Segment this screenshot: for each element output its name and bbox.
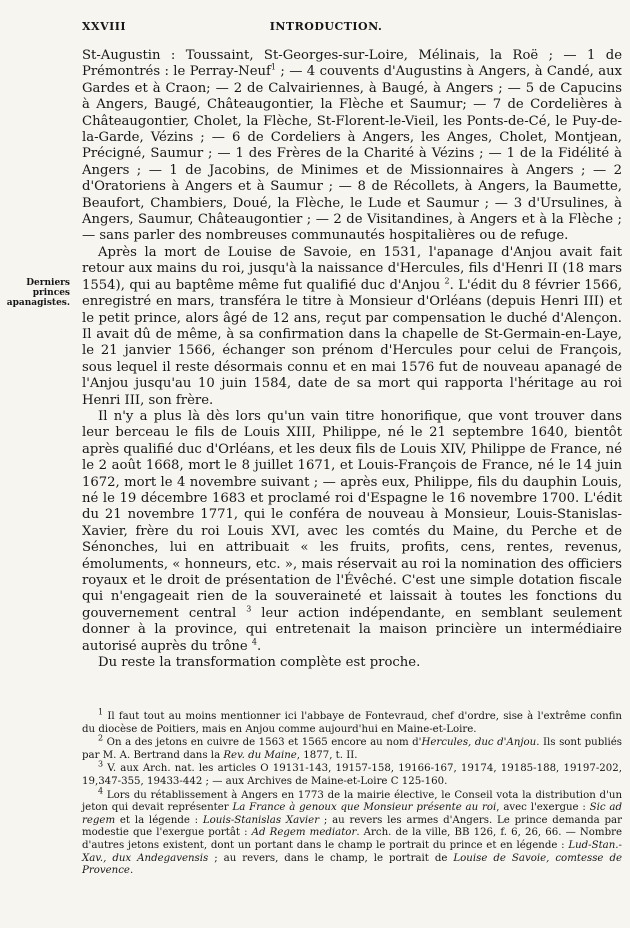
footnote-marker: 1 <box>98 707 104 717</box>
footnote-ref[interactable]: 1 <box>270 63 276 73</box>
footnote-italic: La France à genoux que Monsieur présente au roi <box>232 802 497 814</box>
footnote-marker: 3 <box>98 759 104 769</box>
paragraph-text: Après la mort de Louise de Savoie, en 1531, l'apanage d'Anjou avait fait retour aux mains du roi, jusqu'à la naissance d'Hercules, fils d'Henri II (18 mars 1554), qui au baptême même fut qualifié duc d'Anjou <box>82 244 622 293</box>
main-text <box>82 48 622 671</box>
footnotes <box>82 707 623 879</box>
footnote-italic: Sic ad regem <box>82 802 623 826</box>
footnote-text: Il faut tout au moins mentionner ici l'abbaye de Fontevraud, chef d'ordre, sise à l'extrême confin du diocèse de Poitiers, mais en Anjou comme aujourd'hui en Maine-et-Loire. <box>82 711 622 735</box>
footnote-text: . Ils sont publiés par M. A. Bertrand dans la <box>82 737 622 761</box>
footnote-italic: Ad Regem mediator <box>251 827 357 839</box>
footnote-text: , 1877, t. II. <box>296 749 358 761</box>
paragraph-text: leur action indépendante, en semblant seulement donner à la province, qui entretenait la maison princière un intermédiaire autorisé auprès du trône <box>82 605 622 654</box>
margin-note-line: apanagistes. <box>6 298 70 308</box>
footnote-italic: Louise de Savoie, comtesse de Provence <box>82 852 622 877</box>
footnote-text: Lors du rétablissement à Angers en 1773 de la mairie élective, le Conseil vota la distribution d'un jeton qui devait représenter <box>82 789 622 814</box>
footnote-text: ; au revers les armes d'Angers. Le prince demanda par modestie que l'exergue portât : <box>82 814 623 839</box>
footnote-text: ; au revers, dans le champ, le portrait de <box>208 852 454 864</box>
paragraph-text: Il n'y a plus là dès lors qu'un vain titre honorifique, que vont trouver dans leur berceau le fils de Louis XIII, Philippe, né le 21 septembre 1640, bientôt après qualifié duc d'Orléans, et les deux fils de Louis XIV, Philippe de France, né le 2 août 1668, mort le 8 juillet 1671, et Louis-François de France, né le 14 juin 1672, mort le 4 novembre suivant ; — après eux, Philippe, fils du dauphin Louis, né le 19 décembre 1683 et proclamé roi d'Espagne le 16 novembre 1700. L'édit du 21 novembre 1771, qui le conféra de nouveau à Monsieur, Louis-Stanislas-Xavier, frère du roi Louis XVI, avec les comtés du Maine, du Perche et de Sénonches, lui en attribuait « les fruits, profits, cens, rentes, revenus, émoluments, « honneurs, etc. », mais réservait au roi la nomination des officiers royaux et le droit de présentation de l'Évêché. C'est une simple dotation fiscale qui n'engageait rien de la souveraineté et laissait à toutes les fonctions du gouvernement central <box>82 408 622 621</box>
footnote-text: . Arch. de la ville, BB 126, f. 6, 26, 66. — Nombre d'autres jetons existent, dont un portant dans le champ le portrait du prince et en légende : <box>82 827 623 851</box>
paragraph-text: . <box>257 638 262 654</box>
paragraph <box>82 655 622 671</box>
paragraph-text: ; — 4 couvents d'Augustins à Angers, à Candé, aux Gardes et à Craon; — 2 de Calvairiennes, à Baugé, à Angers ; — 5 de Capucins à Angers, Baugé, Châteaugontier, la Flèche et Saumur; — 7 de Cordelières à Châteaugontier, Cholet, la Flèche, St-Florent-le-Vieil, les Ponts-de-Cé, le Puy-de-la-Garde, Vézins ; — 6 de Cordeliers à Angers, les Anges, Cholet, Montjean, Précigné, Saumur ; — 1 des Frères de la Charité à Vézins ; — 1 de la Fidélité à Angers ; — 1 de Jacobins, de Minimes et de Missionnaires à Angers ; — 2 d'Oratoriens à Angers et à Saumur ; — 8 de Récollets, à Angers, la Baumette, Beaufort, Chambiers, Doué, la Flèche, le Lude et Saumur ; — 3 d'Ursulines, à Angers, Saumur, Châteaugontier ; — 2 de Visitandines, à Angers et à la Flèche ; — sans parler des nombreuses communautés hospitalières ou de refuge. <box>82 64 622 244</box>
paragraph-text: . L'édit du 8 février 1566, enregistré en mars, transféra le titre à Monsieur d'Orléans (depuis Henri III) et le petit prince, alors âgé de 12 ans, reçut par compensation le duché d'Alençon. Il avait dû de même, à sa confirmation dans la chapelle de St-Germain-en-Laye, le 21 janvier 1566, échanger son prénom d'Hercules pour celui de François, sous lequel il reste désormais connu et en mai 1576 fut de nouveau apanagé de l'Anjou jusqu'au 10 juin 1584, date de sa mort qui rapporta l'héritage au roi Henri III, son frère. <box>82 277 622 408</box>
paragraph-text: Du reste la transformation complète est proche. <box>98 655 421 671</box>
footnote <box>82 786 623 878</box>
footnote-marker: 2 <box>98 733 104 743</box>
footnote-text: . <box>129 865 134 877</box>
paragraph-text: St-Augustin : Toussaint, St-Georges-sur-Loire, Mélinais, la Roë ; — 1 de Prémontrés : le Perray-Neuf <box>82 48 622 80</box>
footnote <box>82 733 622 762</box>
margin-note-line: princes <box>32 288 70 298</box>
footnote-italic: Louis-Stanislas Xavier <box>202 814 320 826</box>
footnote-text: V. aux Arch. nat. les articles O 19131-143, 19157-158, 19166-167, 19174, 19185-188, 19197-202, 19,347-355, 19433-442 ; — aux Archives de Maine-et-Loire C 125-160. <box>82 763 622 787</box>
footnote-ref[interactable]: 2 <box>444 276 450 286</box>
footnote-ref[interactable]: 3 <box>246 604 252 614</box>
footnote-marker: 4 <box>98 786 104 796</box>
footnote-text: , avec l'exergue : <box>496 802 590 814</box>
footnote <box>82 759 622 788</box>
footnote-italic: Lud-Stan.-Xav., dux Andegavensis <box>82 839 622 864</box>
footnote-italic: Rev. du Maine <box>223 749 297 761</box>
footnote-italic: Hercules, duc d'Anjou <box>421 737 537 749</box>
running-title: INTRODUCTION. <box>269 20 383 33</box>
footnote-ref[interactable]: 4 <box>251 637 258 647</box>
footnote-text: et la légende : <box>115 814 203 826</box>
paragraph <box>82 48 622 245</box>
footnote <box>82 707 622 736</box>
paragraph <box>82 409 622 655</box>
page-number: XXVIII <box>82 20 127 33</box>
paragraph <box>82 245 622 409</box>
margin-note <box>6 278 70 308</box>
footnote-text: On a des jetons en cuivre de 1563 et 1565 encore au nom d' <box>106 737 422 749</box>
margin-note-line: Derniers <box>26 278 70 288</box>
